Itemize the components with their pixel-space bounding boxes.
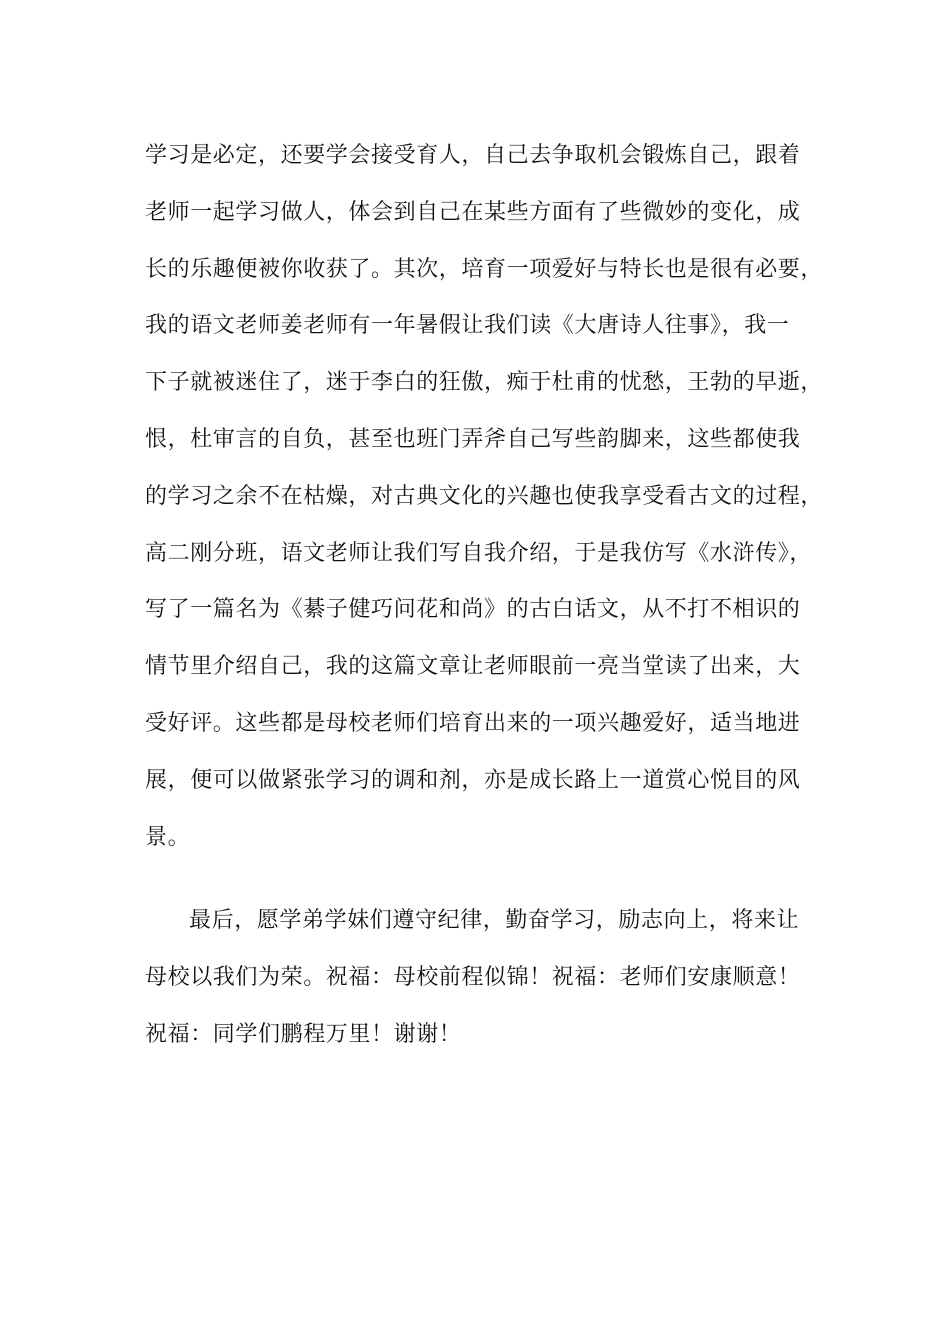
document-body	[145, 128, 825, 1064]
text-line: 的学习之余不在枯燥，对古典文化的兴趣也使我享受看古文的过程，	[145, 483, 824, 509]
text-line: 展，便可以做紧张学习的调和剂，亦是成长路上一道赏心悦目的风	[145, 767, 801, 793]
text-line: 写了一篇名为《綦子健巧问花和尚》的古白话文，从不打不相识的	[145, 597, 801, 623]
text-line: 老师一起学习做人，体会到自己在某些方面有了些微妙的变化，成	[145, 199, 801, 225]
text-line: 祝福：同学们鹏程万里！谢谢！	[145, 1021, 462, 1047]
text-line: 高二刚分班，语文老师让我们写自我介绍，于是我仿写《水浒传》，	[145, 540, 813, 566]
paragraph-2	[145, 893, 825, 1063]
text-line: 下子就被迷住了，迷于李白的狂傲，痴于杜甫的忧愁，王勃的早逝，	[145, 370, 824, 396]
text-line: 恨，杜审言的自负，甚至也班门弄斧自己写些韵脚来，这些都使我	[145, 426, 801, 452]
text-line: 最后，愿学弟学妹们遵守纪律，勤奋学习，励志向上，将来让	[189, 908, 800, 934]
paragraph-1	[145, 128, 825, 866]
text-line: 情节里介绍自己，我的这篇文章让老师眼前一亮当堂读了出来，大	[145, 654, 801, 680]
text-line: 学习是必定，还要学会接受育人，自己去争取机会锻炼自己，跟着	[145, 143, 801, 168]
text-line: 景。	[145, 824, 191, 850]
text-line: 我的语文老师姜老师有一年暑假让我们读《大唐诗人往事》，我一	[145, 313, 790, 339]
text-line: 长的乐趣便被你收获了。其次，培育一项爱好与特长也是很有必要，	[145, 256, 824, 282]
text-line: 受好评。这些都是母校老师们培育出来的一项兴趣爱好，适当地进	[145, 710, 801, 736]
paragraph-spacing	[145, 866, 825, 893]
text-line: 母校以我们为荣。祝福：母校前程似锦！祝福：老师们安康顺意！	[145, 965, 801, 991]
